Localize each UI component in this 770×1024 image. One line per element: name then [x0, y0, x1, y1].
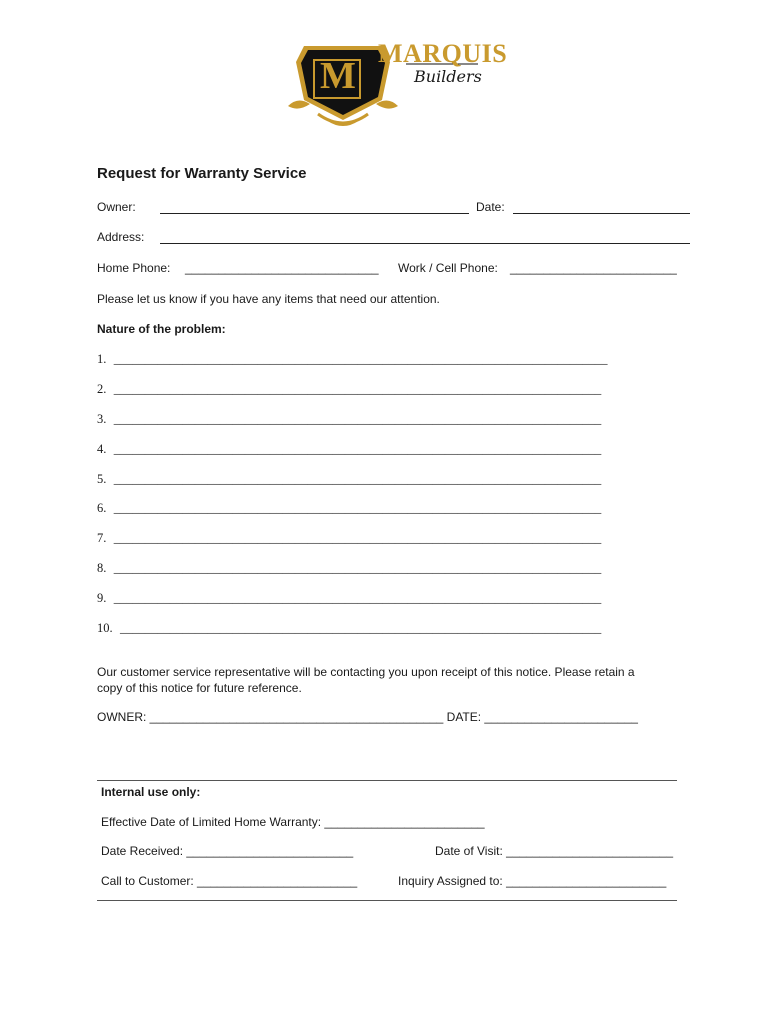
inquiry-assigned-field[interactable]: Inquiry Assigned to: ________________________ — [398, 874, 667, 888]
item-blank[interactable]: ______________________________________________________________________________ — [113, 501, 602, 515]
list-item — [97, 621, 601, 635]
notice-line-2: copy of this notice for future reference. — [97, 681, 302, 695]
owner-label: Owner: — [97, 200, 136, 214]
bottom-divider — [97, 900, 677, 901]
item-blank[interactable]: _____________________________________________________________________________ — [119, 621, 602, 635]
work-phone-field[interactable]: _________________________ — [510, 261, 677, 275]
home-phone-label: Home Phone: — [97, 261, 171, 275]
list-item — [97, 442, 601, 456]
item-blank[interactable]: ______________________________________________________________________________ — [113, 531, 602, 545]
list-item — [97, 472, 601, 486]
item-blank[interactable]: ______________________________________________________________________________ — [113, 472, 602, 486]
item-number: 3. — [97, 412, 107, 426]
item-blank[interactable]: ______________________________________________________________________________ — [113, 591, 602, 605]
nature-heading: Nature of the problem: — [97, 322, 226, 336]
effective-date-field[interactable]: Effective Date of Limited Home Warranty: ________________________ — [101, 815, 485, 829]
date-of-visit-field[interactable]: Date of Visit: _________________________ — [435, 844, 673, 858]
date-label: Date: — [476, 200, 505, 214]
logo-monogram: M — [320, 55, 357, 97]
item-number: 4. — [97, 442, 107, 456]
item-number: 1. — [97, 352, 107, 366]
item-blank[interactable]: _______________________________________________________________________________ — [113, 352, 608, 366]
list-item — [97, 501, 601, 515]
internal-heading: Internal use only: — [101, 785, 201, 799]
list-item — [97, 591, 601, 605]
call-to-customer-field[interactable]: Call to Customer: ________________________ — [101, 874, 358, 888]
list-item — [97, 382, 601, 396]
intro-text: Please let us know if you have any items that need our attention. — [97, 292, 440, 306]
item-blank[interactable]: ______________________________________________________________________________ — [113, 412, 602, 426]
section-divider — [97, 780, 677, 781]
item-number: 10. — [97, 621, 113, 635]
owner-signature-line[interactable]: OWNER: ____________________________________________ DATE: _______________________ — [97, 710, 638, 724]
item-blank[interactable]: ______________________________________________________________________________ — [113, 442, 602, 456]
date-received-field[interactable]: Date Received: _________________________ — [101, 844, 354, 858]
owner-field[interactable] — [160, 213, 469, 214]
notice-line-1: Our customer service representative will be contacting you upon receipt of this notice. Please retain a — [97, 665, 635, 679]
item-number: 8. — [97, 561, 107, 575]
item-blank[interactable]: ______________________________________________________________________________ — [113, 382, 602, 396]
address-field[interactable] — [160, 243, 690, 244]
list-item — [97, 352, 607, 366]
item-number: 9. — [97, 591, 107, 605]
list-item — [97, 561, 601, 575]
item-number: 2. — [97, 382, 107, 396]
date-field[interactable] — [513, 213, 690, 214]
item-number: 7. — [97, 531, 107, 545]
home-phone-field[interactable]: _____________________________ — [185, 261, 379, 275]
logo-brand-text: MARQUIS — [378, 39, 508, 68]
item-blank[interactable]: ______________________________________________________________________________ — [113, 561, 602, 575]
item-number: 6. — [97, 501, 107, 515]
address-label: Address: — [97, 230, 145, 244]
list-item — [97, 531, 601, 545]
work-phone-label: Work / Cell Phone: — [398, 261, 498, 275]
form-title: Request for Warranty Service — [97, 165, 307, 182]
item-number: 5. — [97, 472, 107, 486]
logo-subbrand-text: Builders — [414, 67, 482, 86]
company-logo — [278, 39, 508, 130]
list-item — [97, 412, 601, 426]
